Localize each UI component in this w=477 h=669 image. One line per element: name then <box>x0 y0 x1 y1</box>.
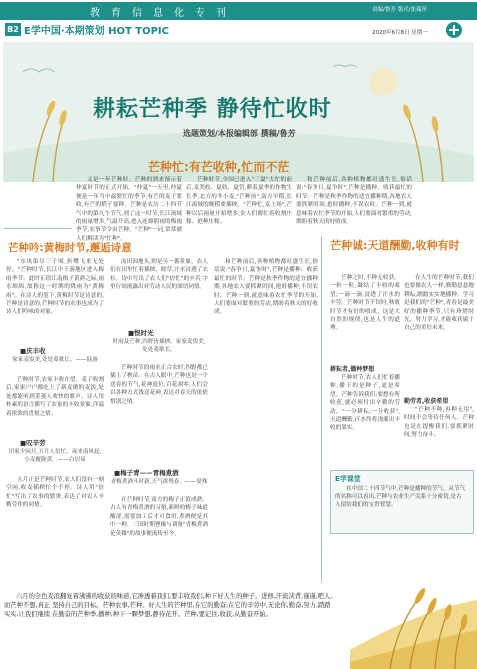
honest-text-3: 在人生的芒种时节,我们也要像农人一样,勤勤恳恳地耕耘,踏踏实实地播种。学习是我们的"芒种",青春是最美好的播种季节,只有珍惜时光、努力学习,才能收获属于自己的美好未来。 <box>404 275 474 332</box>
poem-subhead-plum: ■梅子青——青梅煮酒 <box>114 469 179 477</box>
poem-verse-toil: 田家少闲月,五月人倍忙。夜来南风起,小麦覆陇黄。——白居易 <box>8 449 102 464</box>
busy-column-1: 又是一年芒种时。芒种的到来预示着仲夏时节的正式开始。"仲夏"一天里,仲夏便是一年当中最繁忙的季节,有芒的麦子要收,有芒的稻子要种。芒种是农历二十四节气中的第九个节气,到了这一时节,长江流域的雨量增多,气温升高,进入连绵阴雨的梅雨季节,农事节令由芒种。"芒种"一词,常常被人们解读为"忙种"。 <box>76 177 182 242</box>
hero-title: 耕耘芒种季 静待忙收时 <box>93 97 332 122</box>
poem-verse-harvest: 家家麦饭美,处处菱歌长。——陆游 <box>12 357 98 363</box>
e-class-box <box>330 470 474 534</box>
poem-text-field: 而田间地头,则是另一番景象。农人们在田里忙着插秧、除草,汗水浸透了衣衫。诗中写出了农人们"倍忙"的辛苦,字里行间流露出对劳动人民的深切同情。 <box>110 259 208 291</box>
wheat-stalks-illustration <box>350 540 477 669</box>
section-title-poem: 芒种吟:黄梅时节,邂逅诗意 <box>8 242 132 254</box>
section-title-busy: 芒种忙:有芒收种,忙而不茫 <box>148 160 290 174</box>
poem-subhead-time: ■恨时光 <box>128 329 154 337</box>
poem-verse-plum: 青梅煮酒斗时新,天气欲残春。——晏殊 <box>110 479 208 485</box>
wheat-art-corner <box>350 540 477 669</box>
e-class-title: E学课堂 <box>335 475 361 483</box>
poem-text-harvest: 芒种时节,农家丰收在望。麦子收割后,家家户户都吃上了新麦做的麦饭,处处都能听到采菱人欢快的歌声。诗人用朴素的语言描写了农家的丰收景象,洋溢着浓浓的喜悦之情。 <box>6 377 104 417</box>
busy-column-2: 芒种时节,全国已进入"三夏"大忙的前后,麦类收、夏收、夏管,耕着夏季的作物生长季,北方的冬小麦,"芒种前",南方早稻,长江流域的晚稻要插秧。"芒种忙,麦上场",芒种以后雨量开始增多,农人们都忙着收割庄稼、抢种庄稼。 <box>186 177 292 226</box>
poem-text-time: 芒种时节的雨水正合农时,四野都已插上了秧苗。在古人眼中,芒种也是一个送春的节气,花神退位,百花凋零,人们会以各种方式饯送花神,表达对春天的依依惜别之情。 <box>110 365 208 405</box>
bottom-summary: 六月的全色麦浪翻复着沸沸的收获的味道,它渗透着我们,要丰收我们,种下好人生的种子。进修,汗流浃背,谨谨,吧人,而芒种不想,真正 坚持自己的目标。芒种农事,芒种。好人生的芒种里,在它的勤奋,在它的辛劳中,无论你,勤奋,努力,踏踏实实,让我们继续 在勤奋的芒种季,播种,种下一颗梦想,静待花开。芒种,要记住,收获,从勤奋开始。 <box>4 593 333 618</box>
column-divider <box>321 236 322 582</box>
plus-icon <box>446 22 462 38</box>
honest-text-2: 芒种时节,农人们忙着播种,播下的是种子,更是希望。芒种告诉我们:要想有所收获,就必须付出辛勤的劳动。"一分耕耘,一分收获",天道酬勤,汗水终将浇灌出丰收的果实。 <box>330 375 400 432</box>
honest-text-4: "芒种不种,再种无用",时间不会等待任何人。芒种也是在提醒我们,要抓紧时间,努力奋斗。 <box>404 407 474 439</box>
issue-date: 2020年6月8日 星期一 <box>372 30 428 36</box>
section-divider <box>4 228 72 229</box>
honest-subhead-harvest: 勤劳者,收获希望 <box>404 398 449 405</box>
section-title-honest: 芒种诚:天道酬勤,收种有时 <box>330 239 460 252</box>
poem-subhead-toil: ■叹辛劳 <box>20 439 46 447</box>
hero-byline: 选题策划/本报编辑部 撰稿/鲁芳 <box>183 129 296 138</box>
masthead <box>0 0 477 40</box>
poem-text-toil: 五月正是芒种时节,农人们没有一刻空闲,收麦插秧忙个不停。诗人用"倍忙"写出了农事的繁重,表达了对农人辛勤劳作的同情。 <box>6 477 104 509</box>
poem-intro: "东风染尽三千顷,折鹭飞来无处停。"芒种时节,长江中下游地区进入梅雨季节。此时正值江南梅子黄熟之际,雨水绵绵,故称这一时期的降雨为"黄梅雨"。在诗人的笔下,黄梅时节是诗意的,芒种是诗意的,芒种时节的农事也成为了诗人们吟咏的对象。 <box>6 259 104 316</box>
poem-verse-time: 时雨及芒种,四野皆插秧。家家麦饭美,处处菱歌长。 <box>112 339 206 354</box>
column-title: E学中国·本期策划 HOT TOPIC <box>24 26 169 37</box>
edition-info: 责编/鲁芳 版式/张瑞萍 <box>372 7 427 13</box>
e-class-text: 在中国二十四节气中,芒种是播种的节气。从节气的名称可以看出,芒种与农业生产关系十分密切,是古人留给我们的宝贵智慧。 <box>335 486 466 509</box>
honest-subhead-sow: 耕耘者,播种梦想 <box>330 366 375 373</box>
poem-continuation: 和芒种前后,各种植物都旺盛生长,俗话说:"春争日,夏争时",芒种是播种、收获最忙的时节。芒种是秋季作物的适宜播种期,各地农人要抓紧时间,抢时播种,不误农时。芒种一到,就意味着农忙季节的开始,人们要面对繁重的劳动,期盼着秋天的好收成。 <box>214 259 318 316</box>
poem-text-plum: 在芒种时节,南方的梅子正值成熟。古人有青梅煮酒的习俗,新鲜的梅子味道酸涩,需要加工后才可食用,煮酒便是其中一种。三国时期曹操与刘备"青梅煮酒论英雄"的故事便流传至今。 <box>110 497 208 537</box>
busy-column-3: 和芒种前后,各种植物都旺盛生长,俗话说:"春争日,夏争时",芒种是播种、收获最忙的时节。芒种是秋季作物的适宜播种期,各地农人要抓紧时间,抢时播种,不误农时。芒种一到,就意味着农忙季节的开始,人们要面对繁重的劳动,期盼着秋天的好收成。 <box>296 177 412 226</box>
poem-subhead-harvest: ■庆丰收 <box>20 347 46 355</box>
honest-text-1: 芒种之时,不种无收获。一粒一粒,凝结了丰收的希望;一滴一滴,浸透了汗水的辛劳。芒种时节不误时,秋收时节才有好的收成。这是大自然的规律,也是人生的道理。 <box>330 275 400 332</box>
masthead-slogan: 教育信息化专刊 <box>90 8 237 18</box>
page-number: B2 <box>5 23 21 36</box>
